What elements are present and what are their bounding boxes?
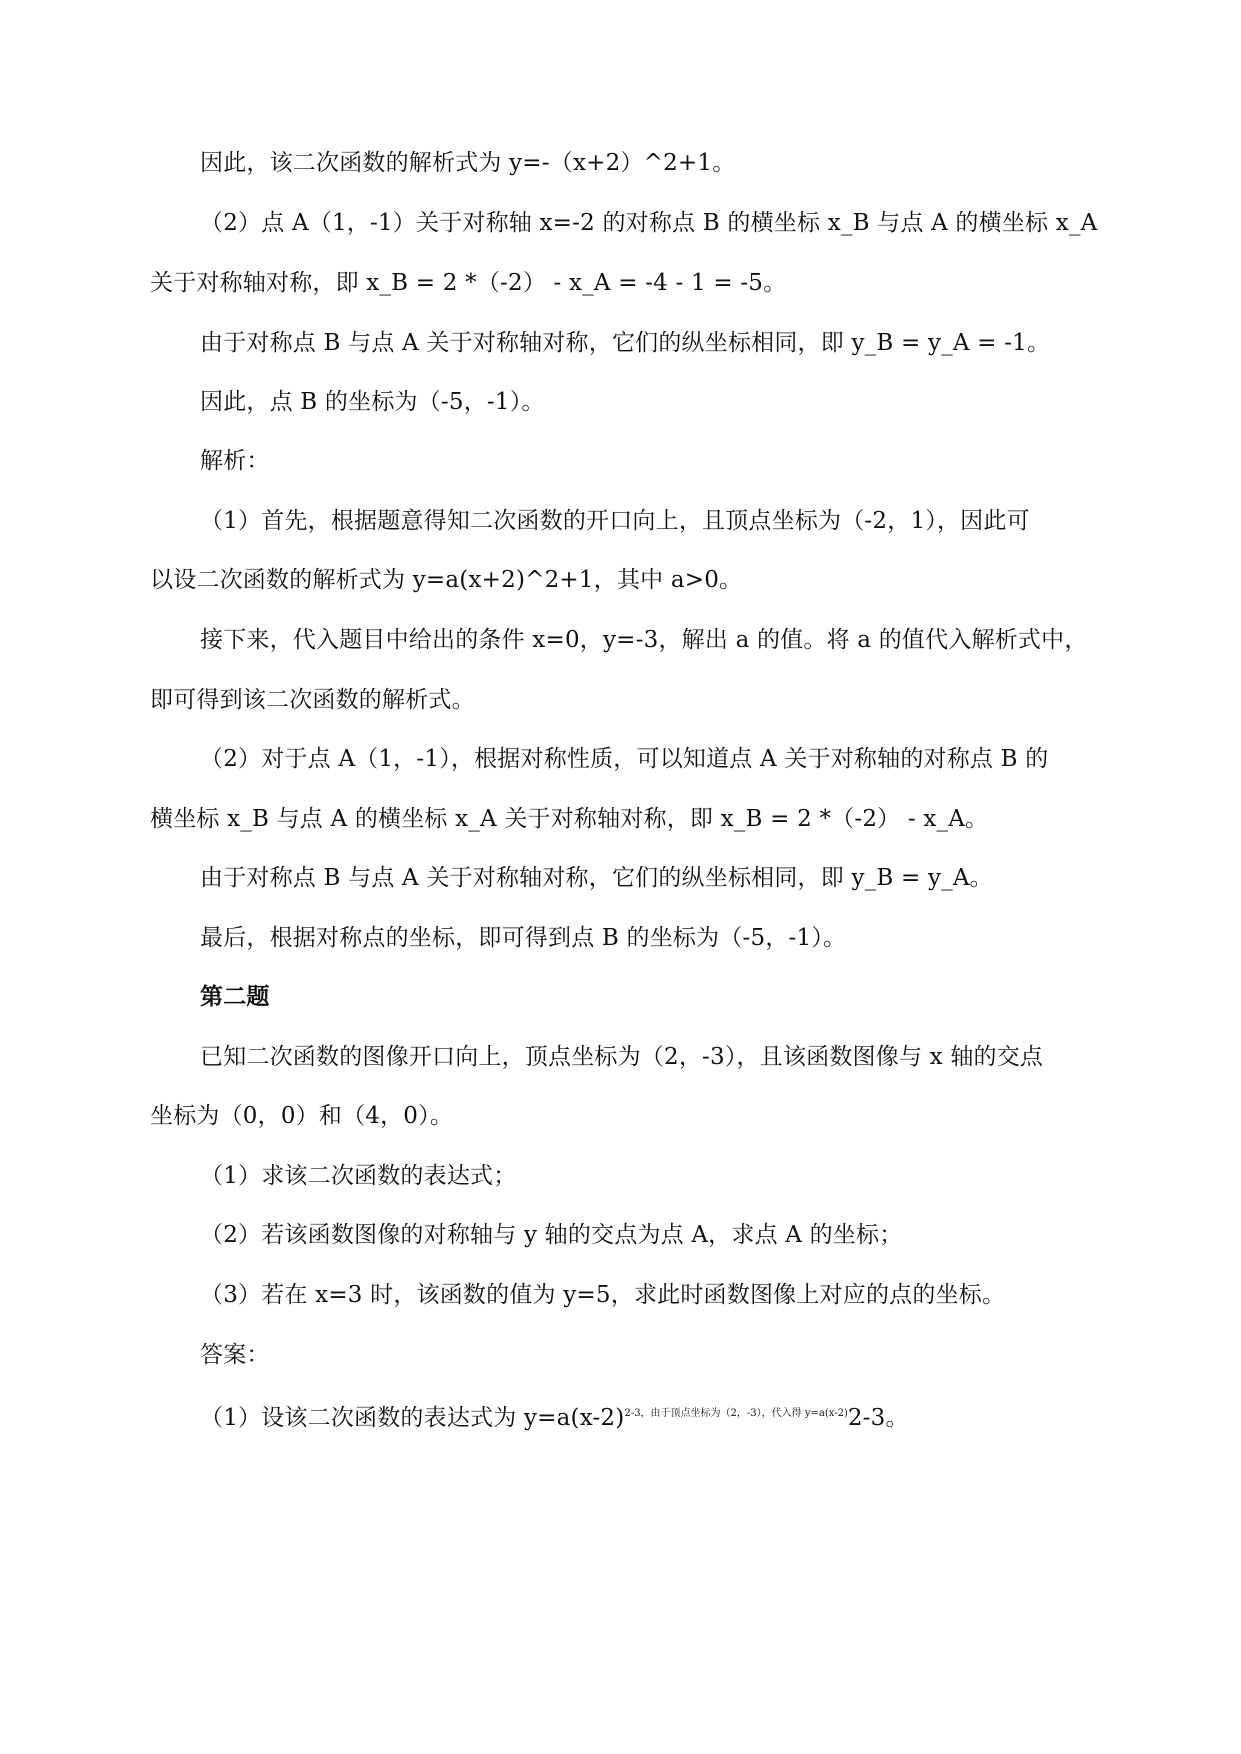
paragraph-line: 横坐标 x_B 与点 A 的横坐标 x_A 关于对称轴对称，即 x_B = 2 *（-2） - x_A。 [150,806,989,832]
paragraph-line: 关于对称轴对称，即 x_B = 2 *（-2） - x_A = -4 - 1 = -5。 [150,270,787,296]
paragraph-line: 接下来，代入题目中给出的条件 x=0，y=-3，解出 a 的值。将 a 的值代入解析式中， [200,627,1088,653]
paragraph-line: （2）若该函数图像的对称轴与 y 轴的交点为点 A，求点 A 的坐标； [200,1222,903,1248]
paragraph-line: 以设二次函数的解析式为 y=a(x+2)^2+1，其中 a>0。 [150,567,743,593]
answer-line-main: （1）设该二次函数的表达式为 y=a(x-2) [200,1405,625,1431]
answer-line-small: 2-3，由于顶点坐标为（2，-3），代入得 y=a(x-2) [624,1408,848,1419]
paragraph-line: 由于对称点 B 与点 A 关于对称轴对称，它们的纵坐标相同，即 y_B = y_A = -1。 [200,330,1051,356]
paragraph-line: 由于对称点 B 与点 A 关于对称轴对称，它们的纵坐标相同，即 y_B = y_A。 [200,865,993,891]
answer-line-tail: 2-3。 [847,1405,909,1431]
paragraph-line: 因此，点 B 的坐标为（-5，-1）。 [200,389,545,415]
paragraph-line: 坐标为（0，0）和（4，0）。 [150,1103,454,1129]
paragraph-line: （2）点 A（1，-1）关于对称轴 x=-2 的对称点 B 的横坐标 x_B 与点 A 的横坐标 x_A [200,210,1098,236]
paragraph-line: （3）若在 x=3 时，该函数的值为 y=5，求此时函数图像上对应的点的坐标。 [200,1282,1006,1308]
paragraph-line: （1）求该二次函数的表达式； [200,1163,517,1189]
paragraph-line: 即可得到该二次函数的解析式。 [150,687,475,713]
paragraph-line [200,1399,1095,1433]
paragraph-line: （1）首先，根据题意得知二次函数的开口向上，且顶点坐标为（-2，1），因此可 [200,508,1030,534]
paragraph-line: 解析： [200,448,270,474]
paragraph-line: 因此，该二次函数的解析式为 y=-（x+2）^2+1。 [200,150,736,176]
paragraph-line: 答案： [200,1342,270,1368]
paragraph-line: 最后，根据对称点的坐标，即可得到点 B 的坐标为（-5，-1）。 [200,925,847,951]
section-heading: 第二题 [200,983,270,1010]
paragraph-line: 已知二次函数的图像开口向上，顶点坐标为（2，-3），且该函数图像与 x 轴的交点 [200,1044,1044,1070]
paragraph-line: （2）对于点 A（1，-1），根据对称性质，可以知道点 A 关于对称轴的对称点 B 的 [200,746,1049,772]
